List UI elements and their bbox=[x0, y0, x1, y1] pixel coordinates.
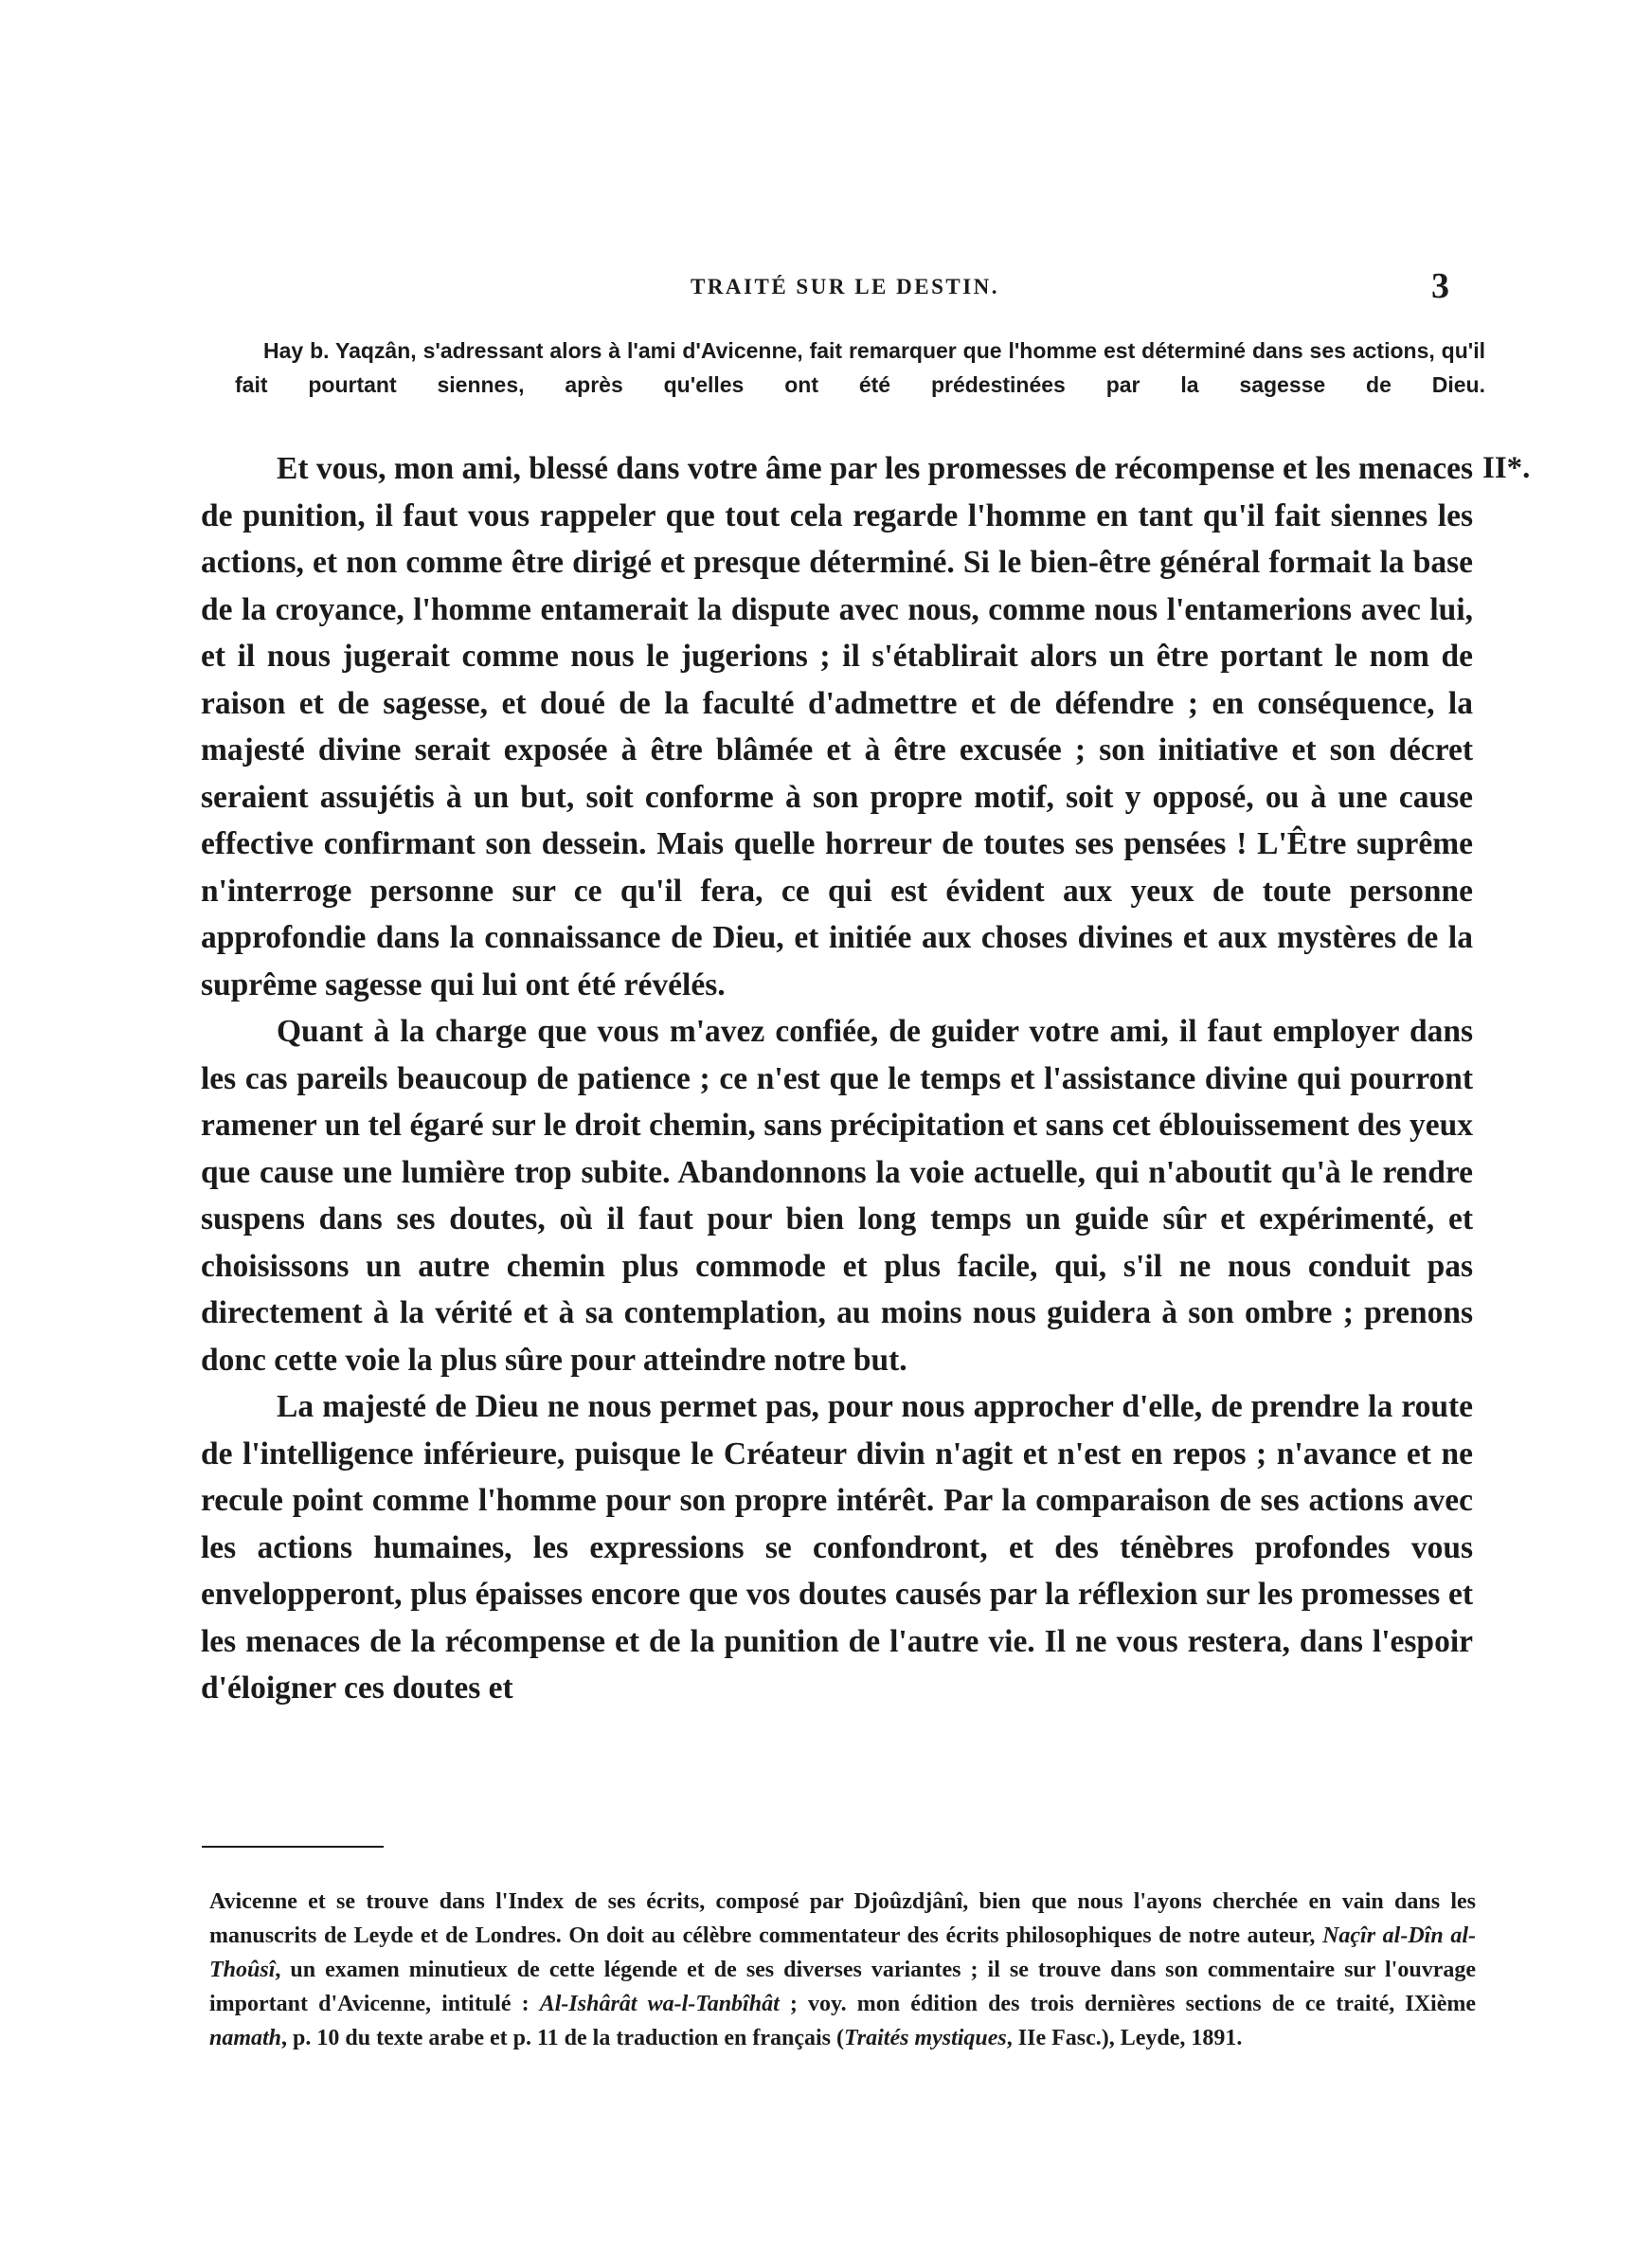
footnote-author: Naçîr al-Dîn al-Thoûsî bbox=[209, 1923, 1476, 1982]
paragraph: La majesté de Dieu ne nous permet pas, pour nous approcher d'elle, de prendre la route de l'intelligence inférieure, puisque le Créateur divin n'agit et n'est en repos ; n'avance et ne recule point comme l'homme pour son propre intérêt. Par la comparaison de ses actions avec les actions humaines, les expressions se confondront, et des ténèbres profondes vous envelopperont, plus épaisses encore que vos doutes causés par la réflexion sur les promesses et les menaces de la récompense et de la punition de l'autre vie. Il ne vous restera, dans l'espoir d'éloigner ces doutes et bbox=[201, 1389, 1473, 1706]
footnote-divider bbox=[202, 1846, 384, 1848]
summary-text: Hay b. Yaqzân, s'adressant alors à l'ami d'Avicenne, fait remarquer que l'homme est déterminé dans ses actions, qu'il fait pourtant siennes, après qu'elles ont été prédestinées par la sagesse de Dieu. bbox=[235, 338, 1485, 397]
paragraph: Quant à la charge que vous m'avez confiée, de guider votre ami, il faut employer dans les cas pareils beaucoup de patience ; ce n'est que le temps et l'assistance divine qui pourront ramener un tel égaré sur le droit chemin, sans précipitation et sans cet éblouissement des yeux que cause une lumière trop subite. Abandonnons la voie actuelle, qui n'aboutit qu'à le rendre suspens dans ses doutes, où il faut pour bien long temps un guide sûr et expérimenté, et choisissons un autre chemin plus commode et plus facile, qui, s'il ne nous conduit pas directement à la vérité et à sa contemplation, au moins nous guidera à son ombre ; prenons donc cette voie la plus sûre pour atteindre notre but. bbox=[201, 1014, 1473, 1378]
footnote-namath: namath bbox=[209, 2026, 282, 2050]
footnote-text: ; voy. mon édition des trois dernières sections de ce traité, IXième bbox=[779, 1992, 1476, 2016]
footnote-text: , p. 10 du texte arabe et p. 11 de la traduction en français ( bbox=[281, 2026, 844, 2050]
footnote bbox=[209, 1885, 1476, 2055]
main-text bbox=[201, 445, 1473, 1712]
footnote-work-title: Al-Ishârât wa-l-Tanbîhât bbox=[539, 1992, 780, 2016]
page-number: 3 bbox=[1431, 266, 1449, 306]
margin-section-marker: II*. bbox=[1482, 451, 1531, 485]
footnote-text: Avicenne et se trouve dans l'Index de ses écrits, composé par Djoûzdjânî, bien que nous l'ayons cherchée en vain dans les manuscrits de Leyde et de Londres. On doit au célèbre commentateur des écrits philosophiques de notre auteur, bbox=[209, 1889, 1476, 1948]
chapter-summary bbox=[235, 334, 1485, 402]
footnote-text: , IIe Fasc.), Leyde, 1891. bbox=[1006, 2026, 1243, 2050]
footnote-text: , un examen minutieux de cette légende et de ses diverses variantes ; il se trouve dans son commentaire sur l'ouvrage important d'Avicenne, intitulé : bbox=[209, 1958, 1476, 2016]
paragraph: Et vous, mon ami, blessé dans votre âme par les promesses de récompense et les menaces de punition, il faut vous rappeler que tout cela regarde l'homme en tant qu'il fait siennes les actions, et non comme être dirigé et presque déterminé. Si le bien-être général formait la base de la croyance, l'homme entamerait la dispute avec nous, comme nous l'entamerions avec lui, et il nous jugerait comme nous le jugerions ; il s'établirait alors un être portant le nom de raison et de sagesse, et doué de la faculté d'admettre et de défendre ; en conséquence, la majesté divine serait exposée à être blâmée et à être excusée ; son initiative et son décret seraient assujétis à un but, soit conforme à son propre motif, soit y opposé, ou à une cause effective confirmant son dessein. Mais quelle horreur de toutes ses pensées ! L'Être suprême n'interroge personne sur ce qu'il fera, ce qui est évident aux yeux de toute personne approfondie dans la connaissance de Dieu, et initiée aux choses divines et aux mystères de la suprême sagesse qui lui ont été révélés. bbox=[201, 451, 1473, 1002]
footnote-series: Traités mystiques bbox=[844, 2026, 1007, 2050]
running-head: TRAITÉ SUR LE DESTIN. bbox=[690, 275, 1000, 298]
